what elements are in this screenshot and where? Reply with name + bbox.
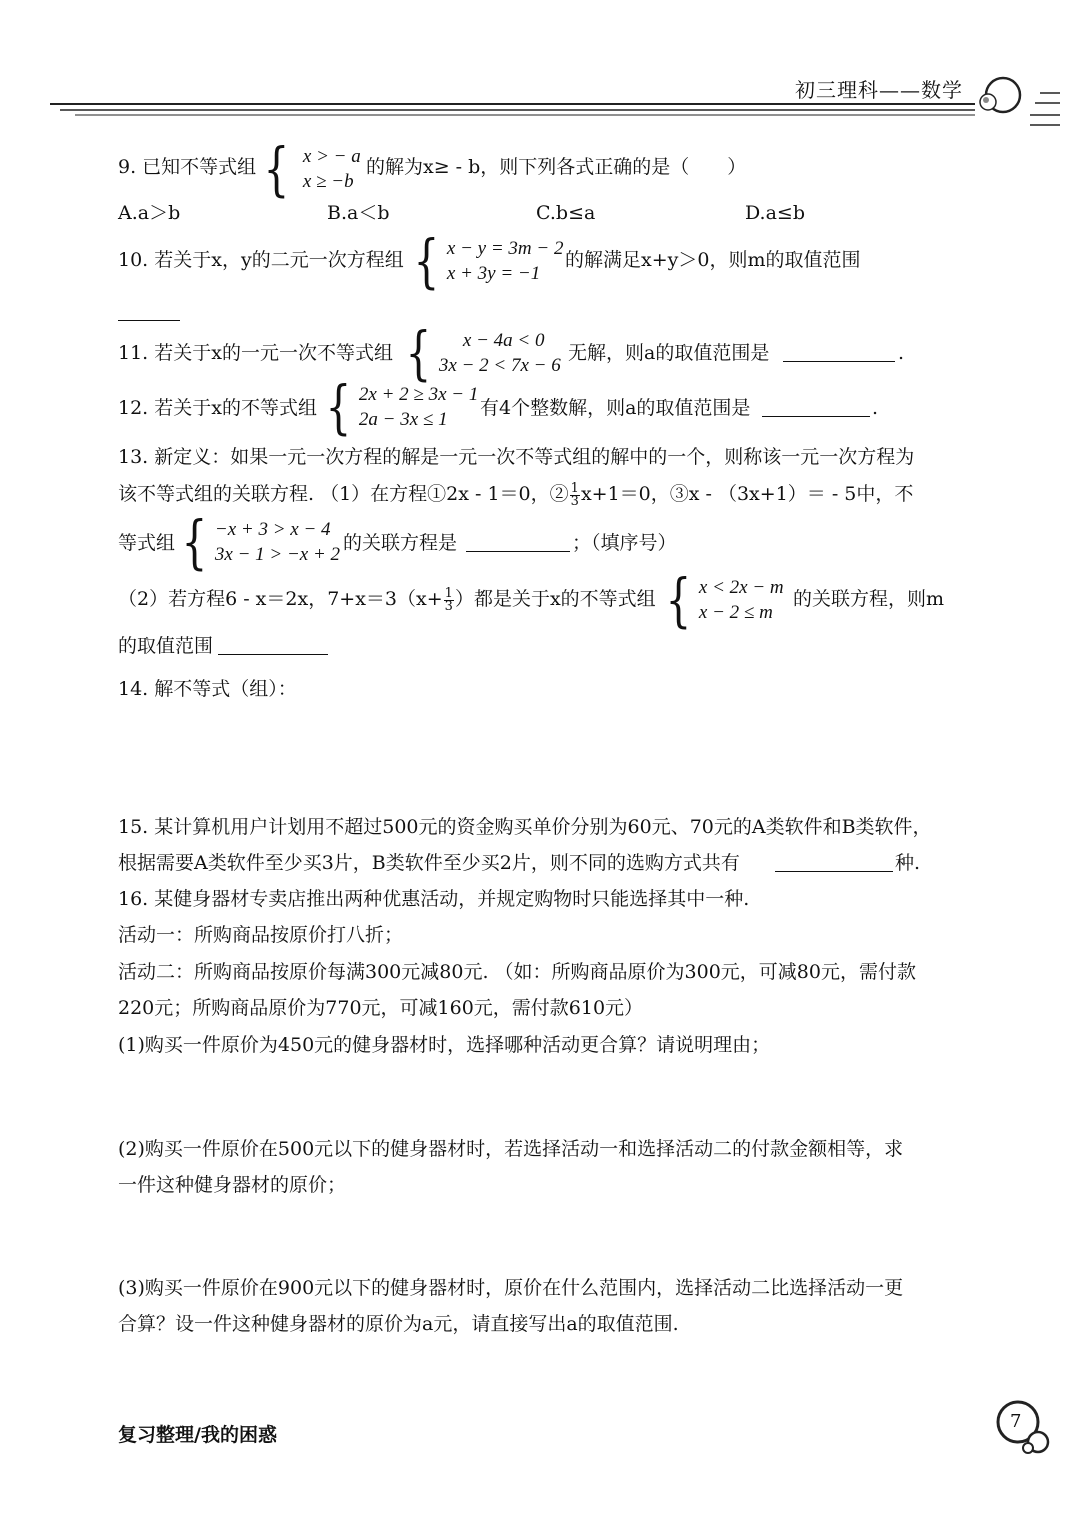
q13-line-2: [118, 482, 913, 508]
q9-system: [258, 135, 361, 203]
page-number: 7: [1010, 1411, 1022, 1432]
q16-line-3: 活动二：所购商品按原价每满300元减80元. （如：所购商品原价为300元，可减80元，需付款: [118, 961, 916, 983]
q13-line-2a: 该不等式组的关联方程. （1）在方程①2x - 1＝0，②: [118, 483, 569, 505]
q12-line-1: 2x + 2 ≥ 3x − 1: [358, 384, 479, 405]
q13-sys1-line-1: −x + 3 > x − 4: [214, 519, 331, 540]
page-number-bubble-icon: [990, 1400, 1060, 1470]
q11-line-1: x − 4a < 0: [462, 330, 545, 351]
q9-line-2: x ≥ −b: [302, 171, 354, 192]
q13-system-1: [176, 508, 341, 576]
q10-answer-blank[interactable]: [118, 302, 180, 321]
q11-period: .: [898, 342, 905, 364]
q15-answer-blank[interactable]: [775, 853, 893, 872]
bubble-logo-icon: [975, 72, 1030, 117]
q9-prefix: 9. 已知不等式组: [118, 156, 257, 178]
q12-line-2: 2a − 3x ≤ 1: [358, 409, 448, 430]
q16-line-4: 220元；所购商品原价为770元，可减160元，需付款610元）: [118, 997, 644, 1019]
q9-option-b: B.a＜b: [327, 202, 390, 224]
q15-line-1: 15. 某计算机用户计划用不超过500元的资金购买单价分别为60元、70元的A类软件和B类软件，: [118, 816, 932, 838]
q11-line-2: 3x − 2 < 7x − 6: [438, 355, 561, 376]
q13-line-4: [118, 587, 656, 613]
q13-line-3-suffix: 的关联方程是: [343, 532, 458, 554]
review-heading: 复习整理/我的困惑: [118, 1424, 277, 1446]
q10-line-2: x + 3y = −1: [446, 263, 541, 284]
q16-part-3a: (3)购买一件原价在900元以下的健身器材时，原价在什么范围内，选择活动二比选择活动一更: [118, 1277, 904, 1299]
brace-icon: {: [413, 227, 440, 295]
q15-line-2: 根据需要A类软件至少买3片，B类软件至少买2片，则不同的选购方式共有: [118, 852, 740, 874]
q12-suffix: 有4个整数解，则a的取值范围是: [480, 397, 751, 419]
header-title: 初三理科——数学: [795, 78, 963, 102]
brace-icon: {: [665, 566, 692, 634]
q11-suffix: 无解，则a的取值范围是: [568, 342, 770, 364]
q16-part-2a: (2)购买一件原价在500元以下的健身器材时，若选择活动一和选择活动二的付款金额相等，求: [118, 1138, 904, 1160]
q9-option-d: D.a≤b: [745, 202, 806, 224]
q13-sys2-line-2: x − 2 ≤ m: [698, 602, 773, 623]
q10-line-1: x − y = 3m − 2: [446, 238, 564, 259]
q13-line-5: 的取值范围: [118, 635, 214, 657]
q11-prefix: 11. 若关于x的一元一次不等式组: [118, 342, 393, 364]
q10-prefix: 10. 若关于x，y的二元一次方程组: [118, 249, 404, 271]
header-rules: [0, 0, 1080, 140]
q13-line-3-end: ；（填序号）: [572, 532, 677, 554]
q16-part-1: (1)购买一件原价为450元的健身器材时，选择哪种活动更合算？请说明理由；: [118, 1034, 771, 1056]
q14-text: 14. 解不等式（组）：: [118, 678, 297, 700]
q13-line-3-prefix: 等式组: [118, 532, 176, 554]
q13-answer-blank-1[interactable]: [466, 533, 570, 552]
q16-line-2: 活动一：所购商品按原价打八折；: [118, 924, 404, 946]
fraction-one-third: $\frac{1}{3}$: [444, 585, 453, 614]
q13-line-2b: x+1＝0，③x - （3x+1）＝ - 5中，不: [580, 483, 914, 505]
q10-suffix: 的解满足x+y＞0，则m的取值范围: [565, 249, 861, 271]
q13-line-4c: 的关联方程，则m: [793, 588, 945, 610]
q13-answer-blank-2[interactable]: [218, 636, 328, 655]
brace-icon: {: [325, 373, 352, 441]
q13-system-2: [660, 566, 784, 634]
q15-line-2-end: 种.: [895, 852, 921, 874]
q9-option-a: A.a＞b: [118, 202, 181, 224]
q12-answer-blank[interactable]: [762, 398, 870, 417]
q9-line-1: x > − a: [302, 146, 361, 167]
q13-sys1-line-2: 3x − 1 > −x + 2: [214, 544, 341, 565]
q16-part-3b: 合算？设一件这种健身器材的原价为a元，请直接写出a的取值范围.: [118, 1313, 679, 1335]
q16-part-2b: 一件这种健身器材的原价；: [118, 1174, 347, 1196]
fraction-one-third: $\frac{1}{3}$: [570, 480, 579, 509]
q16-line-1: 16. 某健身器材专卖店推出两种优惠活动，并规定购物时只能选择其中一种.: [118, 888, 750, 910]
q13-line-1: 13. 新定义：如果一元一次方程的解是一元一次不等式组的解中的一个，则称该一元一次方程为: [118, 446, 915, 468]
q10-system: [408, 227, 564, 295]
q12-system: [320, 373, 479, 441]
brace-icon: {: [405, 319, 432, 387]
q9-option-c: C.b≤a: [536, 202, 596, 224]
q12-period: .: [872, 397, 879, 419]
q12-prefix: 12. 若关于x的不等式组: [118, 397, 317, 419]
q13-sys2-line-1: x < 2x − m: [698, 577, 784, 598]
q11-system: [400, 319, 561, 387]
q9-suffix: 的解为x≥ - b，则下列各式正确的是（ ）: [366, 156, 747, 178]
brace-icon: {: [181, 508, 208, 576]
q11-answer-blank[interactable]: [783, 343, 895, 362]
q13-line-4a: （2）若方程6 - x＝2x，7+x＝3（x+: [118, 588, 443, 610]
q13-line-4b: ）都是关于x的不等式组: [454, 588, 656, 610]
brace-icon: {: [263, 135, 290, 203]
